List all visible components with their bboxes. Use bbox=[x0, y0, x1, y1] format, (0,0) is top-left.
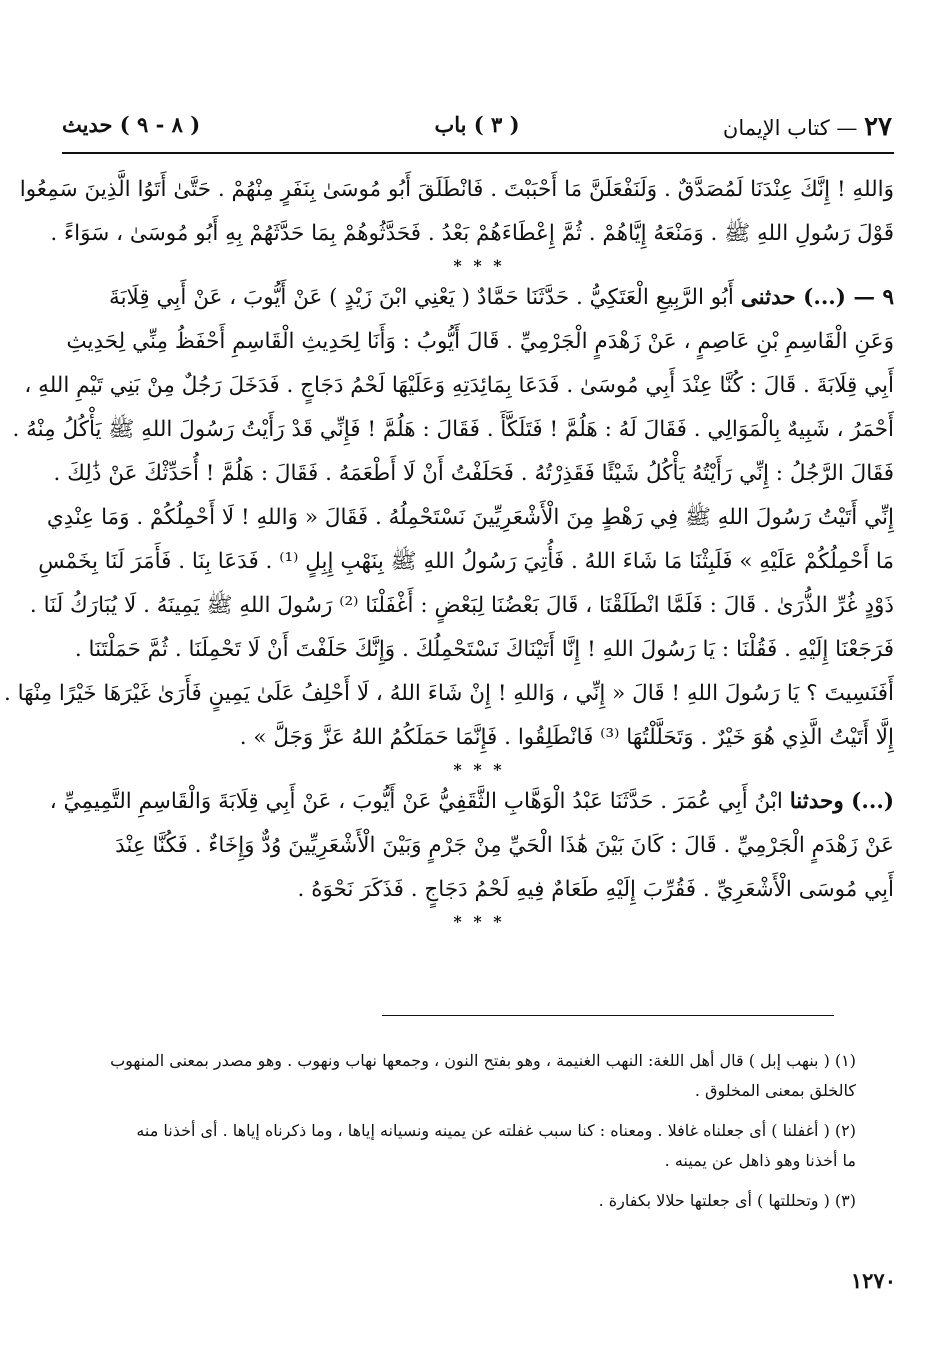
footnote-rule bbox=[382, 1015, 834, 1016]
footnote-3 bbox=[66, 1186, 856, 1216]
footnote-line: (١) ( بنهب إبل ) قال أهل اللغة: النهب الغنيمة ، وهو بفتح النون ، وجمعها نهاب ونهوب . وهو مصدر بمعنى المنهوب bbox=[110, 1051, 856, 1070]
text-line: وَعَنِ الْقَاسِمِ بْنِ عَاصِمٍ ، عَنْ زَهْدَمٍ الْجَرْمِيِّ . قَالَ أَيُّوبُ : وَأَنَا لِحَدِيثِ الْقَاسِمِ أَحْفَظُ مِنِّي لِحَدِيثِ bbox=[66, 329, 894, 354]
header-rule bbox=[62, 152, 894, 154]
text-line: أَبِي مُوسَى الْأَشْعَرِيِّ . فَقُرِّبَ إِلَيْهِ طَعَامٌ فِيهِ لَحْمُ دَجَاجٍ . فَذَكَرَ نَحْوَهُ . bbox=[297, 877, 894, 902]
footnote-line: كالخلق بمعنى المخلوق . bbox=[694, 1081, 856, 1100]
text-line: مَا أَحْمِلُكُمْ عَلَيْهِ » فَلَبِثْنَا مَا شَاءَ اللهُ . فَأُتِيَ رَسُولُ اللهِ ﷺ بِنَهْبِ إِبِلٍ ⁽¹⁾ . فَدَعَا بِنَا . فَأَمَرَ لَنَا بِخَمْسِ bbox=[38, 549, 894, 574]
hadith-number: (...) وحدثنا bbox=[789, 789, 894, 814]
text-line: ذَوْدٍ غُرِّ الذُّرَىٰ . قَالَ : فَلَمَّا انْطَلَقْنَا ، قَالَ بَعْضُنَا لِبَعْضٍ : أَغْفَلْنَا ⁽²⁾ رَسُولَ اللهِ ﷺ يَمِينَهُ . لَا يُبَارَكُ لَنَا . bbox=[29, 593, 894, 618]
footnote-line: (٢) ( أغفلنا ) أى جعلناه غافلا . ومعناه : كنا سبب غفلته عن يمينه ونسيانه إياها ، وما ذكرناه إياها . أى أخذنا منه bbox=[136, 1121, 856, 1140]
main-text bbox=[3, 168, 894, 932]
page-number: ١٢٧٠ bbox=[850, 1268, 896, 1293]
text-line: قَوْلَ رَسُولِ اللهِ ﷺ . وَمَنْعَهُ إِيَّاهُمْ . ثُمَّ إِعْطَاءَهُمْ بَعْدُ . فَحَدَّثُوهُمْ بِمَا حَدَّثَهُمْ بِهِ أَبُو مُوسَىٰ ، سَوَاءً . bbox=[50, 221, 894, 246]
text-line: إِنِّي أَتَيْتُ رَسُولَ اللهِ ﷺ فِي رَهْطٍ مِنَ الْأَشْعَرِيِّينَ نَسْتَحْمِلُهُ . فَقَالَ « وَاللهِ ! لَا أَحْمِلُكُمْ . وَمَا عِنْدِي bbox=[46, 505, 894, 530]
text-line: أَبِي قِلَابَةَ . قَالَ : كُنَّا عِنْدَ أَبِي مُوسَىٰ . فَدَعَا بِمَائِدَتِهِ وَعَلَيْهَا لَحْمُ دَجَاجٍ . فَدَخَلَ رَجُلٌ مِنْ بَنِي تَيْمِ اللهِ ، bbox=[24, 373, 894, 398]
line-text: ابْنُ أَبِي عُمَرَ . حَدَّثَنَا عَبْدُ الْوَهَّابِ الثَّقَفِيُّ عَنْ أَيُّوبَ ، عَنْ أَبِي قِلَابَةَ وَالْقَاسِمِ التَّمِيمِيِّ ، bbox=[49, 789, 783, 814]
section-separator: * * * bbox=[453, 760, 505, 779]
hadith-9-paragraph bbox=[3, 276, 894, 760]
text-line: عَنْ زَهْدَمٍ الْجَرْمِيِّ . قَالَ : كَانَ بَيْنَ هَٰذَا الْحَيِّ مِنْ جَرْمٍ وَبَيْنَ الْأَشْعَرِيِّينَ وُدٌّ وَإِخَاءٌ . فَكُنَّا عِنْدَ bbox=[115, 833, 894, 858]
header-book-title: — كتاب الإيمان bbox=[722, 116, 858, 140]
text-line: أَحْمَرُ ، شَبِيهٌ بِالْمَوَالِي . فَقَالَ لَهُ : هَلُمَّ ! فَتَلَكَّأَ . فَقَالَ : هَلُمَّ ! فَإِنِّي قَدْ رَأَيْتُ رَسُولَ اللهِ ﷺ يَأْكُلُ مِنْهُ . bbox=[12, 417, 894, 442]
text-line: وَاللهِ ! إِنَّكَ عِنْدَنَا لَمُصَدَّقٌ . وَلَنَفْعَلَنَّ مَا أَحْبَبْتَ . فَانْطَلَقَ أَبُو مُوسَىٰ بِنَفَرٍ مِنْهُمْ . حَتَّىٰ أَتَوُا الَّذِينَ سَمِعُوا bbox=[19, 177, 894, 202]
text-line: فَقَالَ الرَّجُلُ : إِنِّي رَأَيْتُهُ يَأْكُلُ شَيْئًا فَقَذِرْتُهُ . فَحَلَفْتُ أَنْ لَا أَطْعَمَهُ . فَقَالَ : هَلُمَّ ! أُحَدِّثْكَ عَنْ ذَٰلِكَ . bbox=[53, 461, 894, 486]
text-line: فَرَجَعْنَا إِلَيْهِ . فَقُلْنَا : يَا رَسُولَ اللهِ ! إِنَّا أَتَيْنَاكَ نَسْتَحْمِلُكَ . وَإِنَّكَ حَلَفْتَ أَنْ لَا تَحْمِلَنَا . ثُمَّ حَمَلْتَنَا . bbox=[74, 637, 894, 662]
text-line: إِلَّا أَتَيْتُ الَّذِي هُوَ خَيْرٌ . وَتَحَلَّلْتُهَا ⁽³⁾ فَانْطَلِقُوا . فَإِنَّمَا حَمَلَكُمُ اللهُ عَزَّ وَجَلَّ » . bbox=[239, 725, 894, 750]
hadith-9b-paragraph bbox=[49, 780, 894, 912]
text-line bbox=[64, 276, 894, 320]
hadith-number: ٩ — (...) حدثنى bbox=[740, 285, 894, 310]
footnote-1 bbox=[66, 1046, 856, 1106]
running-header bbox=[62, 112, 892, 148]
header-hadith-range: ( ٨ - ٩ ) حديث bbox=[62, 112, 201, 137]
text-line bbox=[49, 780, 894, 824]
footnote-2 bbox=[66, 1116, 856, 1176]
text-line: أَفَنَسِيتَ ؟ يَا رَسُولَ اللهِ ! قَالَ « إِنِّي ، وَاللهِ ! إِنْ شَاءَ اللهُ ، لَا أَحْلِفُ عَلَىٰ يَمِينٍ فَأَرَىٰ غَيْرَهَا خَيْرًا مِنْهَا . bbox=[3, 681, 894, 706]
section-separator: * * * bbox=[453, 256, 505, 275]
line-text: أَبُو الرَّبِيعِ الْعَتَكِيُّ . حَدَّثَنَا حَمَّادٌ ( يَعْنِي ابْنَ زَيْدٍ ) عَنْ أَيُّوبَ ، عَنْ أَبِي قِلَابَةَ bbox=[109, 285, 734, 310]
continuation-paragraph bbox=[19, 168, 894, 256]
footnotes bbox=[66, 1046, 856, 1226]
footnote-line: (٣) ( وتحللتها ) أى جعلتها حلالا بكفارة . bbox=[598, 1191, 856, 1210]
footnote-line: ما أخذنا وهو ذاهل عن يمينه . bbox=[664, 1151, 856, 1170]
header-page-number: ٢٧ bbox=[864, 112, 892, 142]
section-separator: * * * bbox=[453, 912, 505, 931]
header-chapter: ( ٣ ) باب bbox=[434, 112, 520, 137]
